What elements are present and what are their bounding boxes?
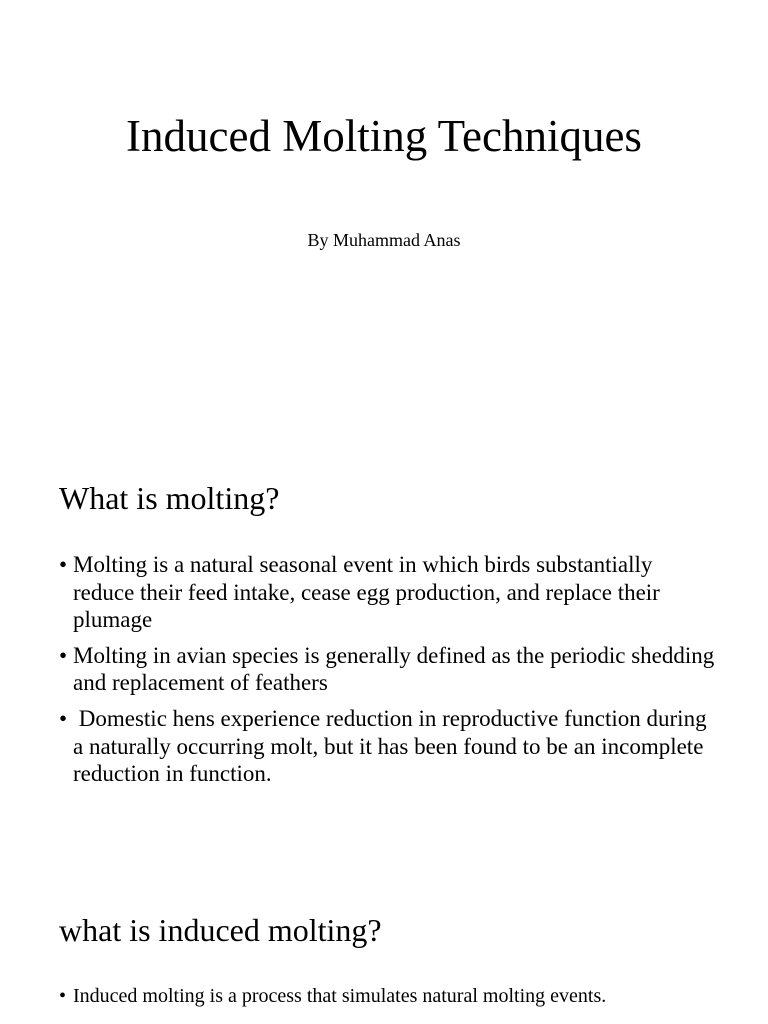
bullet-list-molting (59, 551, 719, 796)
bullet-text: Molting in avian species is generally defined as the periodic shedding and replacement of feathers (73, 642, 715, 696)
page-title: Induced Molting Techniques (126, 111, 642, 161)
bullet-text: Domestic hens experience reduction in reproductive function during a naturally occurring molt, but it has been found to be an incomplete reduction in function. (73, 705, 713, 787)
bullet-icon: • (59, 552, 68, 577)
list-item (59, 983, 719, 1009)
author-byline: By Muhammad Anas (307, 230, 461, 250)
bullet-icon: • (59, 705, 68, 731)
section-heading-what-is-induced-molting: what is induced molting? (59, 912, 382, 948)
bullet-text: Induced molting is a process that simulates natural molting events. (73, 985, 607, 1007)
section-heading-what-is-molting: What is molting? (59, 480, 280, 516)
bullet-icon: • (59, 642, 68, 668)
list-item (59, 551, 719, 634)
bullet-text: Molting is a natural seasonal event in which birds substantially reduce their feed intake, cease egg production, and replace their plumage (73, 552, 660, 633)
bullet-list-induced-molting (59, 983, 719, 1013)
list-item (59, 642, 719, 697)
bullet-icon: • (59, 985, 67, 1007)
list-item (59, 705, 719, 788)
